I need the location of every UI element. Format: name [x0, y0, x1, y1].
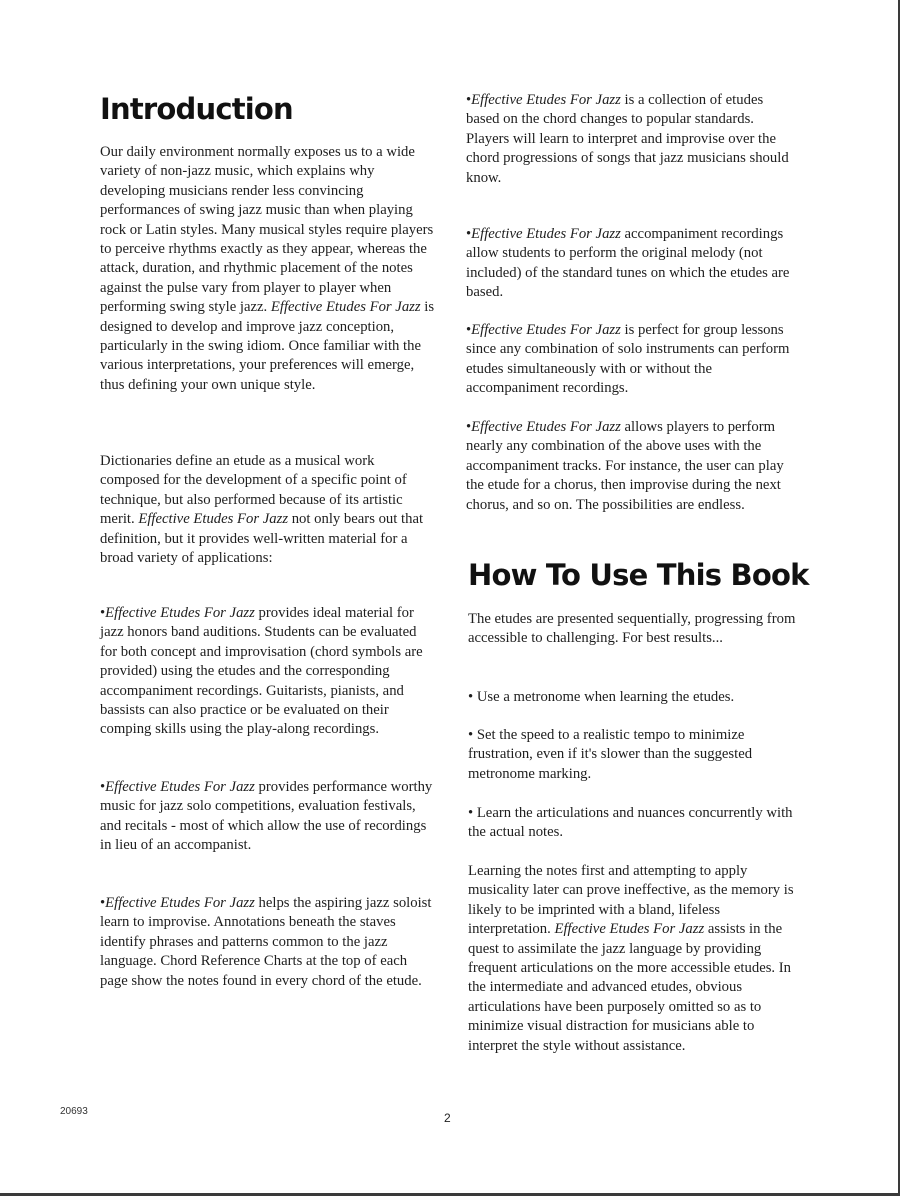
use-bullet-1: [100, 604, 435, 740]
use-bullet-6: [466, 321, 798, 399]
brand-title: Effective Etudes For Jazz: [471, 322, 621, 338]
bullet-text: allows players to perform nearly any combination of the above uses with the accompaniment tracks. For instance, the user can play the etude for a chorus, then improvise during the next chorus, and so on. The possibilities are endless.: [466, 419, 784, 513]
bullet-text: is a collection of etudes based on the chord changes to popular standards. Players will learn to interpret and improvise over the chord progressions of songs that jazz musicians should know.: [466, 92, 789, 186]
page-number: 2: [444, 1111, 451, 1125]
bullet-mark: •: [466, 419, 472, 435]
intro-p1-text: Our daily environment normally exposes us to a wide variety of non-jazz music, which explains why developing musicians render less convincing performances of swing jazz music than when playing rock or Latin styles. Many musical styles require players to perceive rhythms exactly as they appear, whereas the attack, duration, and rhythmic placement of the notes against the pulse vary from player to player when performing swing style jazz.: [100, 144, 434, 316]
introduction-heading: Introduction: [100, 92, 293, 126]
use-bullet-7: [466, 418, 798, 515]
howto-bullet-2: [468, 726, 798, 784]
intro-paragraph-2: [100, 452, 435, 568]
use-bullet-2: [100, 778, 435, 856]
brand-title: Effective Etudes For Jazz: [270, 299, 421, 316]
bullet-mark: •: [100, 779, 106, 795]
bullet-mark: •: [100, 605, 106, 621]
bullet-mark: •: [468, 727, 474, 743]
intro-p2-text: Dictionaries define an etude as a musical work composed for the development of a specific point of technique, but also performed because of its artistic merit.: [100, 453, 407, 528]
howto-paragraph-1: The etudes are presented sequentially, progressing from accessible to challenging. For best results...: [468, 611, 796, 647]
bullet-text: helps the aspiring jazz soloist learn to improvise. Annotations beneath the staves identify phrases and patterns common to the jazz language. Chord Reference Charts at the top of each page show the notes found in every chord of the etude.: [100, 895, 432, 989]
bullet-text: Use a metronome when learning the etudes.: [476, 689, 735, 705]
bullet-mark: •: [100, 895, 106, 911]
bullet-mark: •: [466, 322, 472, 338]
brand-title: Effective Etudes For Jazz: [471, 226, 621, 242]
how-to-use-heading: How To Use This Book: [468, 558, 809, 592]
bullet-text: provides ideal material for jazz honors band auditions. Students can be evaluated for both concept and improvisation (chord symbols are provided) using the etudes and the corresponding accompaniment recordings. Guitarists, pianists, and bassists can also practice or be evaluated on their comping skills using the play-along recordings.: [100, 605, 423, 738]
howto-p2-text-cont: assists in the quest to assimilate the jazz language by providing frequent articulations on the more accessible etudes. In the intermediate and advanced etudes, obvious articulations have been purposely omitted so as to minimize visual distraction for musicians able to interpret the style without assistance.: [468, 921, 792, 1054]
howto-bullet-1: [468, 688, 798, 707]
intro-paragraph-1: [100, 143, 435, 395]
intro-p1-text-cont: is designed to develop and improve jazz conception, particularly in the swing idiom. Once familiar with the various interpretations, your preferences will emerge, thus defining your own unique style.: [100, 299, 435, 393]
howto-bullet-3: [468, 804, 798, 843]
bullet-text: Learn the articulations and nuances concurrently with the actual notes.: [468, 805, 793, 841]
brand-title: Effective Etudes For Jazz: [554, 921, 705, 938]
use-bullet-5: [466, 225, 798, 303]
bullet-text: provides performance worthy music for jazz solo competitions, evaluation festivals, and recitals - most of which allow the use of recordings in lieu of an accompanist.: [100, 779, 433, 854]
brand-title: Effective Etudes For Jazz: [105, 605, 255, 621]
intro-p2-text-cont: not only bears out that definition, but it provides well-written material for a broad variety of applications:: [100, 511, 424, 567]
brand-title: Effective Etudes For Jazz: [138, 511, 289, 528]
bullet-text: is perfect for group lessons since any combination of solo instruments can perform etudes simultaneously with or without the accompaniment recordings.: [466, 322, 790, 397]
howto-p2-text: Learning the notes first and attempting to apply musicality later can prove ineffective, as the memory is likely to be imprinted with a bland, lifeless interpretation.: [468, 863, 794, 938]
bullet-mark: •: [468, 689, 474, 705]
bullet-text: accompaniment recordings allow students to perform the original melody (not included) of the standard tunes on which the etudes are based.: [466, 226, 790, 301]
use-bullet-4: [466, 91, 798, 188]
bullet-mark: •: [468, 805, 474, 821]
brand-title: Effective Etudes For Jazz: [471, 92, 621, 108]
bullet-mark: •: [466, 92, 472, 108]
brand-title: Effective Etudes For Jazz: [105, 895, 255, 911]
brand-title: Effective Etudes For Jazz: [471, 419, 621, 435]
brand-title: Effective Etudes For Jazz: [105, 779, 255, 795]
use-bullet-3: [100, 894, 435, 991]
bullet-text: Set the speed to a realistic tempo to minimize frustration, even if it's slower than the suggested metronome marking.: [468, 727, 753, 782]
bullet-mark: •: [466, 226, 472, 242]
howto-paragraph-2: [468, 862, 798, 1056]
catalog-code: 20693: [60, 1106, 88, 1117]
